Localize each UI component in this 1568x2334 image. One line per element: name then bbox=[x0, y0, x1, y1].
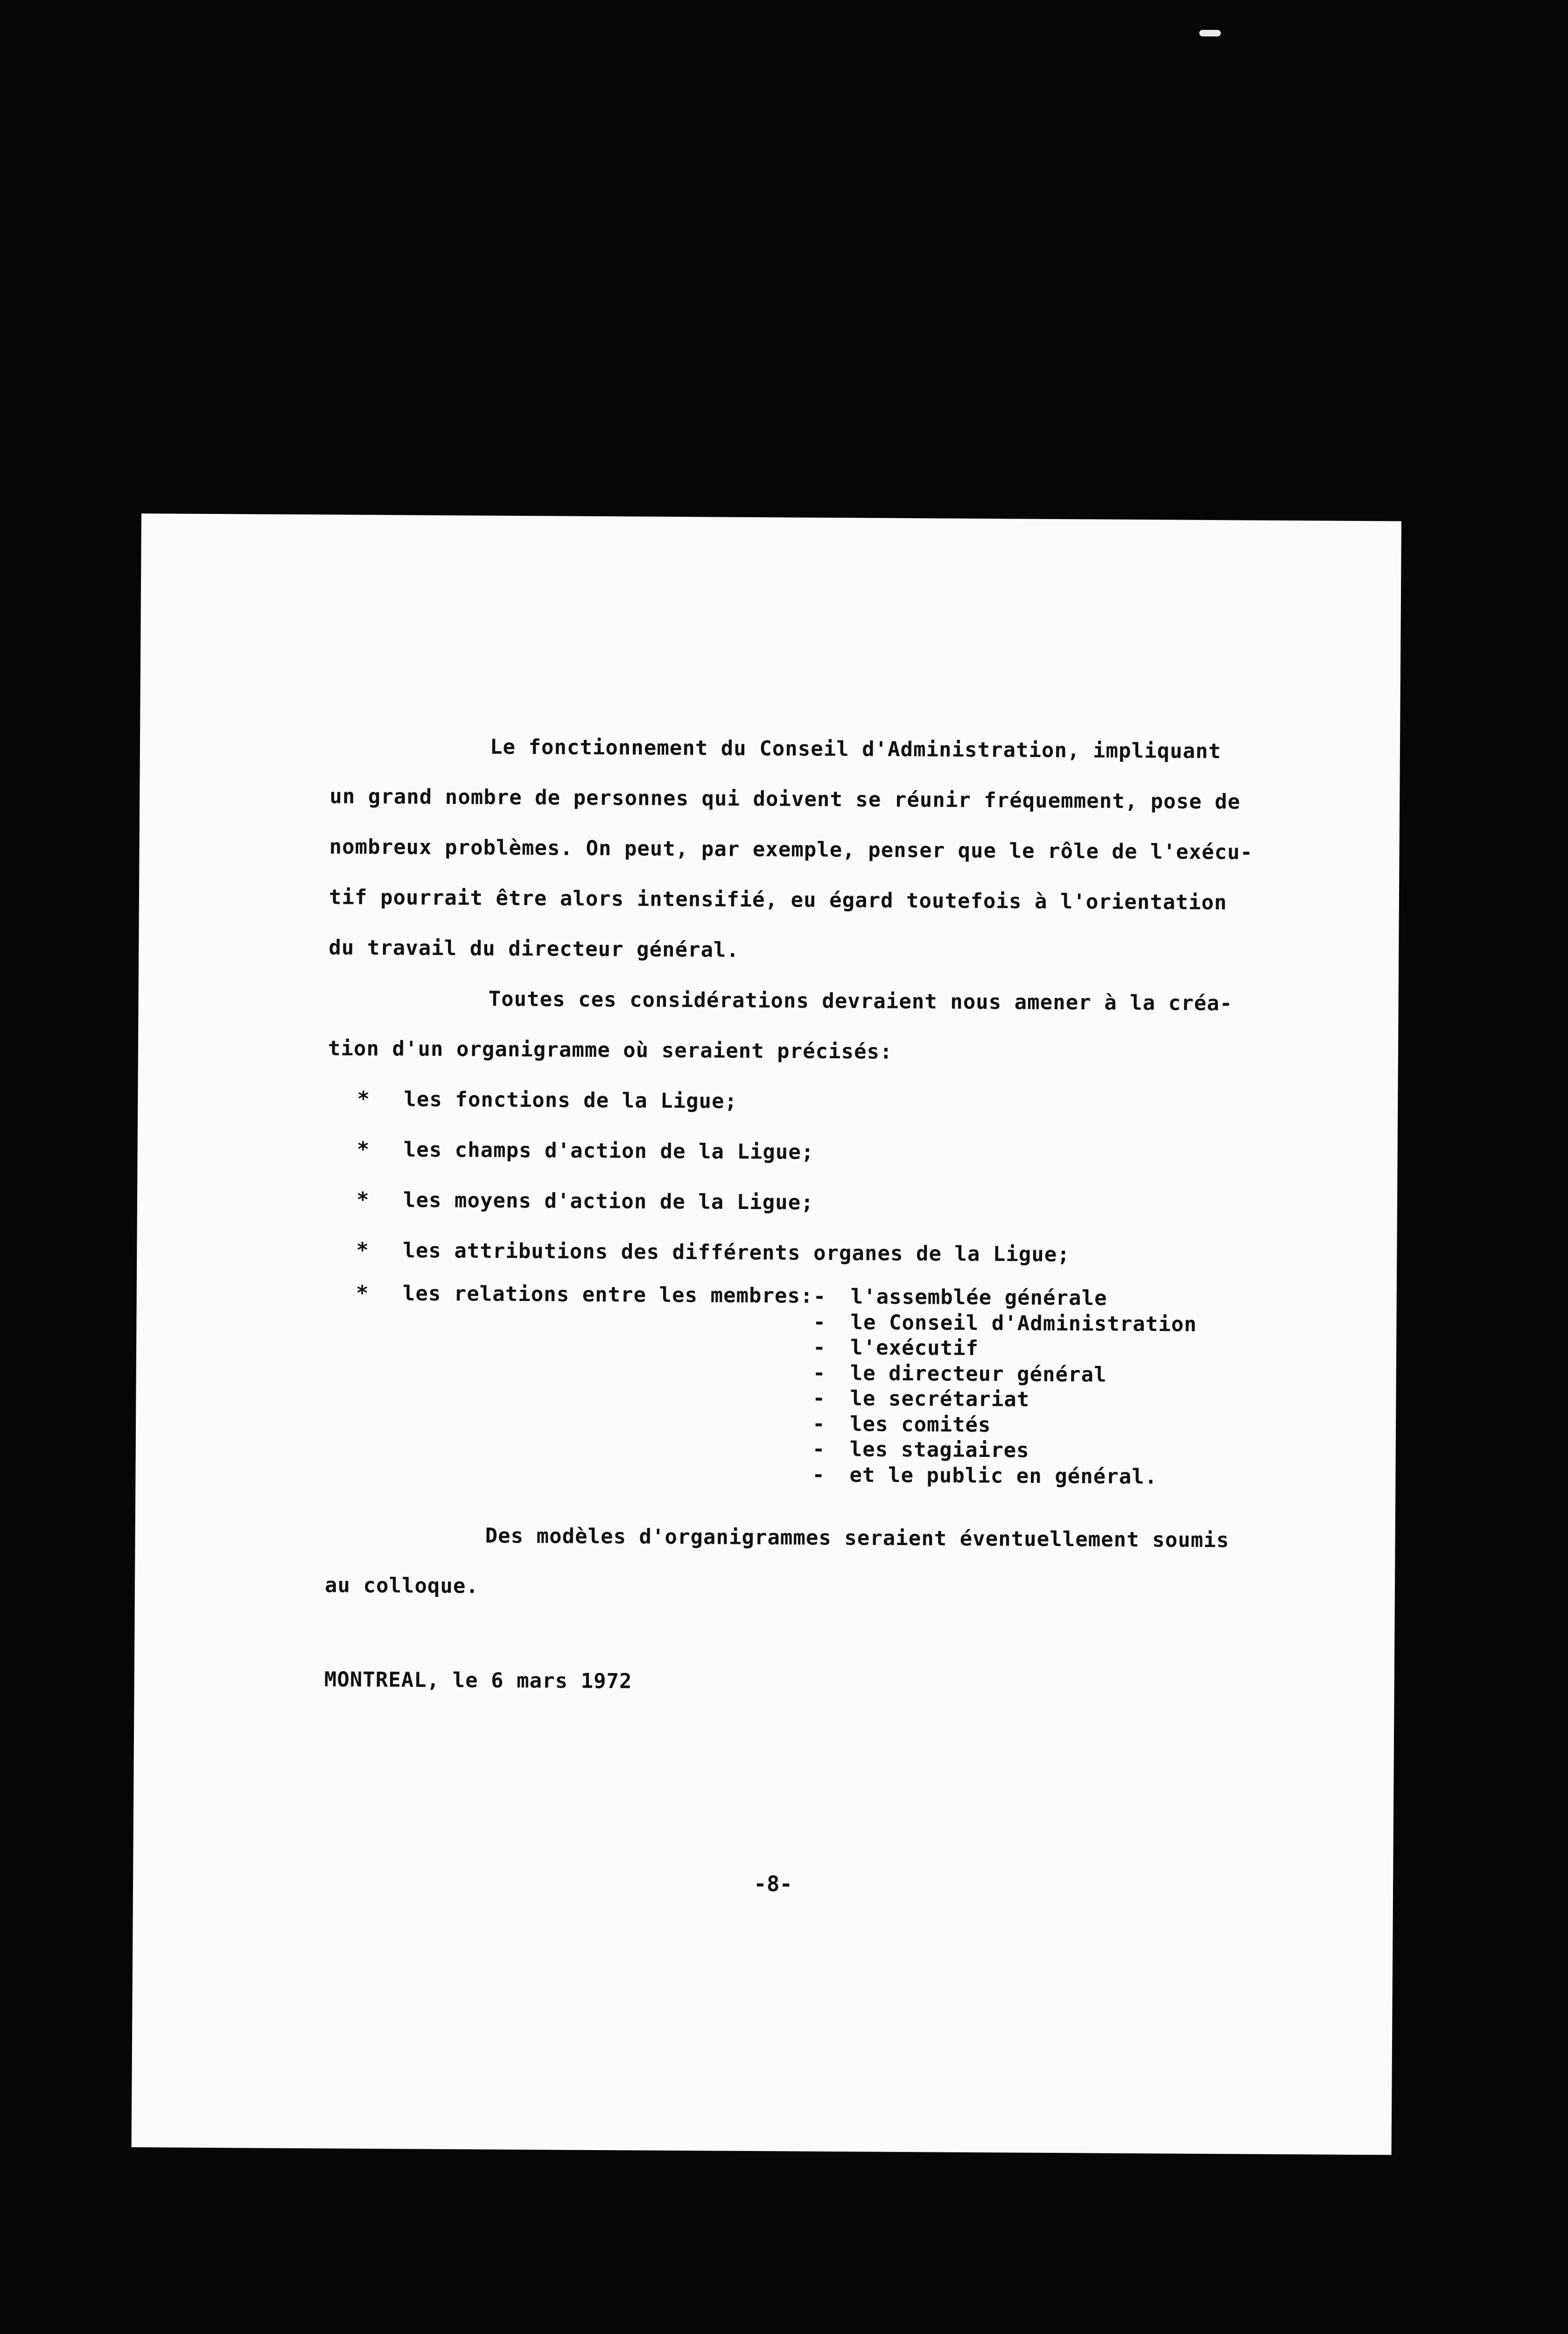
document-page bbox=[132, 513, 1401, 2155]
bullet-item bbox=[357, 1188, 814, 1215]
bullet-star: * bbox=[357, 1137, 370, 1162]
bullet-text: les champs d'action de la Ligue; bbox=[403, 1138, 814, 1164]
member-text: le directeur général bbox=[850, 1361, 1107, 1387]
dash-marker: - bbox=[812, 1437, 826, 1461]
dash-marker: - bbox=[812, 1335, 826, 1359]
dash-marker: - bbox=[812, 1462, 826, 1487]
dash-marker: - bbox=[812, 1412, 826, 1436]
member-text: et le public en général. bbox=[849, 1462, 1158, 1489]
bullet-item bbox=[356, 1238, 1070, 1266]
paragraph-1-line: un grand nombre de personnes qui doivent se réunir fréquemment, pose de bbox=[329, 784, 1241, 814]
paragraph-1-line: nombreux problèmes. On peut, par exemple, penser que le rôle de l'exécu- bbox=[329, 835, 1253, 865]
film-speck bbox=[1199, 30, 1221, 36]
paragraph-1-line: tif pourrait être alors intensifié, eu égard toutefois à l'orientation bbox=[329, 885, 1227, 915]
list-item bbox=[813, 1309, 1197, 1337]
dash-marker: - bbox=[813, 1310, 826, 1334]
paragraph-3-line: au colloque. bbox=[324, 1573, 479, 1598]
list-item bbox=[812, 1437, 1197, 1465]
dash-marker: - bbox=[812, 1386, 826, 1410]
bullet-item bbox=[356, 1281, 813, 1308]
bullet-star: * bbox=[356, 1188, 370, 1212]
member-text: l'assemblée générale bbox=[850, 1285, 1107, 1310]
member-text: les stagiaires bbox=[849, 1437, 1029, 1462]
paragraph-3-line: Des modèles d'organigrammes seraient éventuellement soumis bbox=[485, 1524, 1230, 1553]
paragraph-2-line: Toutes ces considérations devraient nous amener à la créa- bbox=[488, 987, 1233, 1016]
dash-marker: - bbox=[812, 1361, 826, 1385]
bullet-star: * bbox=[356, 1238, 370, 1263]
date-line: MONTREAL, le 6 mars 1972 bbox=[324, 1667, 632, 1694]
document-body bbox=[141, 513, 1401, 1694]
bullet-item bbox=[357, 1138, 814, 1164]
list-item bbox=[813, 1335, 1197, 1363]
page-number: -8- bbox=[753, 1871, 793, 1897]
list-item bbox=[812, 1411, 1197, 1439]
member-text: l'exécutif bbox=[850, 1336, 979, 1360]
bullet-star: * bbox=[357, 1087, 371, 1111]
list-item bbox=[812, 1386, 1197, 1414]
paragraph-1-line: du travail du directeur général. bbox=[329, 935, 740, 962]
dash-marker: - bbox=[813, 1284, 826, 1308]
member-text: le Conseil d'Administration bbox=[850, 1310, 1197, 1336]
member-text: le secrétariat bbox=[850, 1386, 1030, 1412]
list-item bbox=[812, 1462, 1196, 1490]
bullet-text: les attributions des différents organes de la Ligue; bbox=[403, 1238, 1070, 1267]
member-text: les comités bbox=[849, 1412, 991, 1437]
list-item bbox=[813, 1284, 1197, 1312]
bullet-text: les relations entre les membres: bbox=[402, 1281, 813, 1308]
paragraph-1-line: Le fonctionnement du Conseil d'Administration, impliquant bbox=[490, 735, 1222, 764]
bullet-item bbox=[357, 1087, 737, 1113]
bullet-text: les moyens d'action de la Ligue; bbox=[403, 1188, 814, 1215]
bullet-star: * bbox=[356, 1281, 369, 1306]
paragraph-2-line: tion d'un organigramme où seraient précisés: bbox=[328, 1036, 893, 1064]
members-list bbox=[812, 1284, 1197, 1490]
list-item bbox=[813, 1360, 1197, 1388]
bullet-text: les fonctions de la Ligue; bbox=[404, 1087, 738, 1113]
